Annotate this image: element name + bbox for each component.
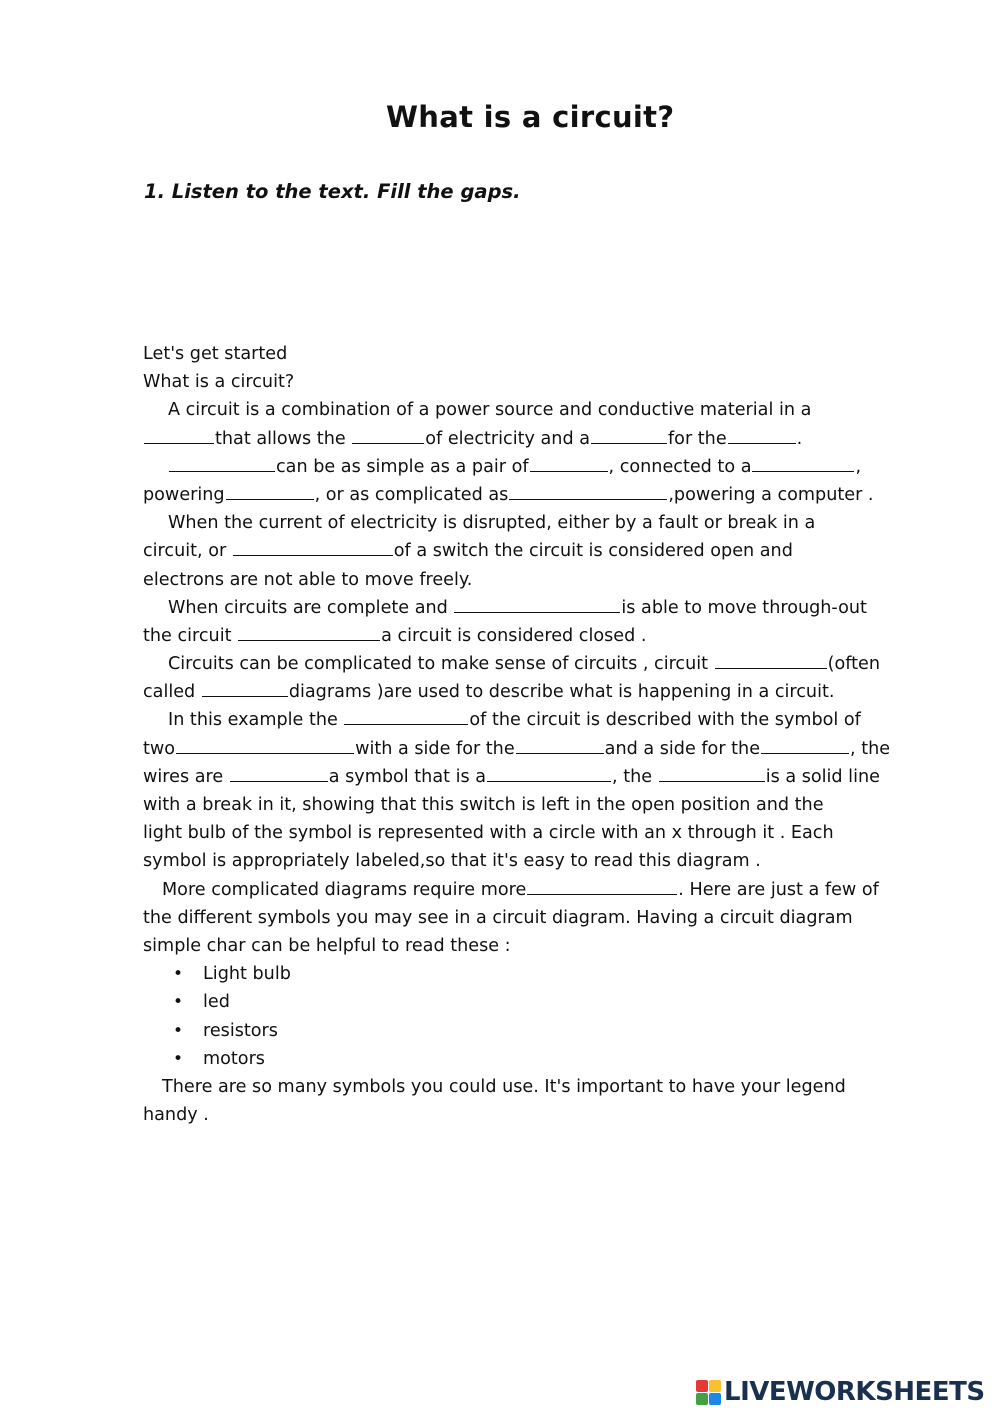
blank-gap[interactable] xyxy=(344,706,468,725)
text-line xyxy=(143,876,933,904)
text-fragment: wires are xyxy=(143,766,229,787)
text-line xyxy=(143,537,933,565)
blank-gap[interactable] xyxy=(176,735,354,754)
blank-gap[interactable] xyxy=(509,481,667,500)
text-fragment: When circuits are complete and xyxy=(168,597,454,618)
liveworksheets-logo-icon xyxy=(696,1380,721,1405)
text-fragment: When the current of electricity is disrupted, either by a fault or break in a xyxy=(168,513,816,534)
logo-square xyxy=(709,1380,721,1392)
blank-gap[interactable] xyxy=(352,425,424,444)
text-fragment: There are so many symbols you could use. It's important to have your legend xyxy=(162,1076,846,1097)
text-fragment: , the xyxy=(850,738,891,759)
text-line xyxy=(143,678,933,706)
text-fragment: . xyxy=(796,428,803,449)
logo-square xyxy=(709,1393,721,1405)
blank-gap[interactable] xyxy=(487,763,611,782)
text-line: What is a circuit? xyxy=(143,372,295,393)
text-fragment: called xyxy=(143,682,201,703)
blank-gap[interactable] xyxy=(233,537,393,556)
text-fragment: handy . xyxy=(143,1105,209,1126)
text-fragment: for the xyxy=(667,428,727,449)
text-line xyxy=(143,819,933,847)
text-line xyxy=(143,509,933,537)
text-fragment: is a solid line xyxy=(765,766,880,787)
text-line xyxy=(143,425,933,453)
text-line xyxy=(143,763,933,791)
list-item: • Light bulb xyxy=(143,960,933,988)
page-title: What is a circuit? xyxy=(386,100,675,134)
reading-text xyxy=(143,340,933,1129)
logo-square xyxy=(696,1393,708,1405)
text-fragment: that allows the xyxy=(215,428,352,449)
list-item: • motors xyxy=(143,1045,933,1073)
text-fragment: two xyxy=(143,738,176,759)
text-line xyxy=(143,622,933,650)
text-fragment: A circuit is a combination of a power source and conductive material in a xyxy=(168,400,812,421)
text-fragment: symbol is appropriately labeled,so that it's easy to read this diagram . xyxy=(143,851,761,872)
text-line xyxy=(143,650,933,678)
blank-gap[interactable] xyxy=(591,425,667,444)
text-fragment: a symbol that is a xyxy=(328,766,487,787)
text-line xyxy=(143,1101,933,1129)
text-fragment: More complicated diagrams require more xyxy=(162,879,527,900)
blank-gap[interactable] xyxy=(230,763,328,782)
text-line xyxy=(143,594,933,622)
blank-gap[interactable] xyxy=(202,678,288,697)
brand-name: LIVEWORKSHEETS xyxy=(724,1377,985,1407)
text-fragment: a circuit is considered closed . xyxy=(381,625,647,646)
blank-gap[interactable] xyxy=(715,650,827,669)
text-fragment: simple char can be helpful to read these : xyxy=(143,935,511,956)
text-fragment: and a side for the xyxy=(604,738,761,759)
text-line xyxy=(143,847,933,875)
text-fragment: In this example the xyxy=(168,710,344,731)
text-line xyxy=(143,453,933,481)
text-fragment: with a side for the xyxy=(355,738,515,759)
text-fragment: light bulb of the symbol is represented with a circle with an x through it . Each xyxy=(143,823,834,844)
liveworksheets-brand xyxy=(696,1377,985,1407)
text-line xyxy=(143,791,933,819)
text-fragment: , connected to a xyxy=(608,456,752,477)
text-line xyxy=(143,566,933,594)
text-fragment: with a break in it, showing that this switch is left in the open position and the xyxy=(143,795,824,815)
text-fragment: the different symbols you may see in a circuit diagram. Having a circuit diagram xyxy=(143,907,853,928)
blank-gap[interactable] xyxy=(516,735,604,754)
text-line xyxy=(143,481,933,509)
blank-gap[interactable] xyxy=(659,763,765,782)
blank-gap[interactable] xyxy=(238,622,380,641)
text-fragment: can be as simple as a pair of xyxy=(276,456,529,477)
text-fragment: electrons are not able to move freely. xyxy=(143,569,473,590)
blank-gap[interactable] xyxy=(226,481,314,500)
list-item: • resistors xyxy=(143,1017,933,1045)
blank-gap[interactable] xyxy=(169,453,275,472)
text-line xyxy=(143,706,933,734)
logo-square xyxy=(696,1380,708,1392)
text-line xyxy=(143,904,933,932)
text-fragment: ,powering a computer . xyxy=(668,484,874,505)
text-line xyxy=(143,735,933,763)
blank-gap[interactable] xyxy=(527,876,677,895)
text-fragment: , xyxy=(855,456,862,477)
text-fragment: the circuit xyxy=(143,625,238,646)
text-fragment: Circuits can be complicated to make sense of circuits , circuit xyxy=(168,654,714,675)
text-fragment: , or as complicated as xyxy=(314,484,509,505)
blank-gap[interactable] xyxy=(530,453,608,472)
text-fragment: of electricity and a xyxy=(425,428,590,449)
blank-gap[interactable] xyxy=(454,594,620,613)
text-line: Let's get started xyxy=(143,344,288,364)
blank-gap[interactable] xyxy=(728,425,796,444)
text-line xyxy=(143,1073,933,1101)
text-fragment: (often xyxy=(827,654,881,675)
text-line xyxy=(143,932,933,960)
text-fragment: diagrams )are used to describe what is happening in a circuit. xyxy=(288,682,835,703)
text-fragment: . Here are just a few of xyxy=(678,879,879,900)
text-fragment: is able to move through-out xyxy=(621,597,867,618)
blank-gap[interactable] xyxy=(144,425,214,444)
text-line xyxy=(143,396,933,424)
text-fragment: of the circuit is described with the symbol of xyxy=(469,710,861,731)
text-fragment: of a switch the circuit is considered open and xyxy=(393,541,793,562)
text-fragment: , the xyxy=(612,766,658,787)
instruction-heading: 1. Listen to the text. Fill the gaps. xyxy=(144,180,521,203)
text-fragment: circuit, or xyxy=(143,541,232,562)
list-item: • led xyxy=(143,988,933,1016)
symbol-list xyxy=(143,960,933,1073)
text-fragment: powering xyxy=(143,484,225,505)
blank-gap[interactable] xyxy=(761,735,849,754)
blank-gap[interactable] xyxy=(752,453,854,472)
